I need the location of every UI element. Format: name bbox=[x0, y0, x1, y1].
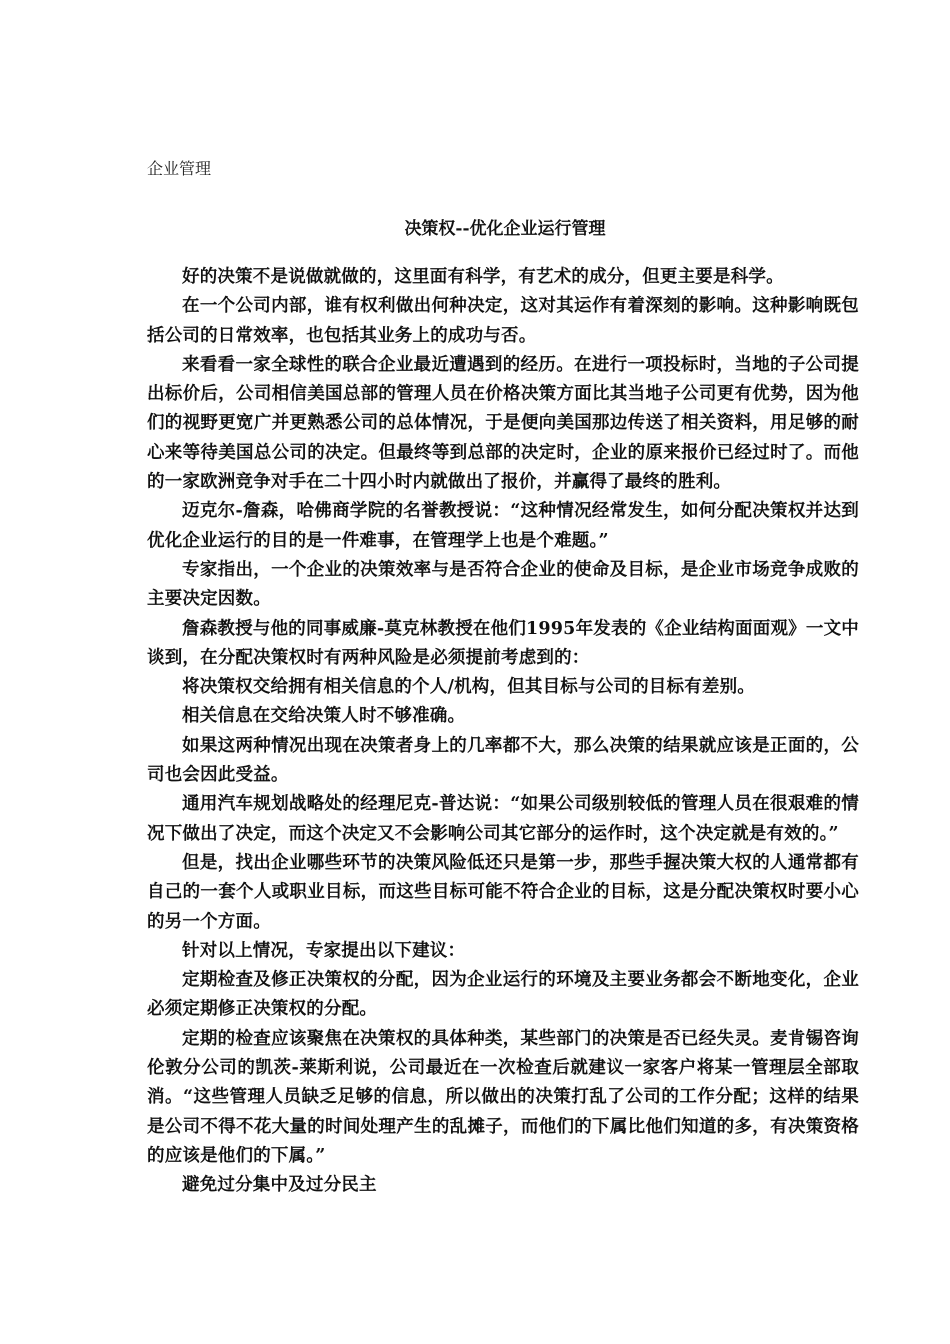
paragraph: 相关信息在交给决策人时不够准确。 bbox=[182, 706, 466, 727]
paragraph: 好的决策不是说做就做的，这里面有科学，有艺术的成分，但更主要是科学。 bbox=[182, 267, 784, 287]
document-body bbox=[147, 263, 859, 1201]
document-title: 决策权--优化企业运行管理 bbox=[404, 219, 606, 239]
paragraph: 来看看一家全球性的联合企业最近遭遇到的经历。在进行一项投标时，当地的子公司提出标价后，公司相信美国总部的管理人员在价格决策方面比其当地子公司更有优势，因为他们的视野更宽广并更熟悉公司的总体情况，于是便向美国那边传送了相关资料，用足够的耐心来等待美国总公司的决定。但最终等到总部的决定时，企业的原来报价已经过时了。而他的一家欧洲竞争对手在二十四小时内就做出了报价，并赢得了最终的胜利。 bbox=[147, 354, 859, 493]
paragraph: 但是，找出企业哪些环节的决策风险低还只是第一步，那些手握决策大权的人通常都有自己的一套个人或职业目标，而这些目标可能不符合企业的目标，这是分配决策权时要小心的另一个方面。 bbox=[147, 852, 859, 932]
paragraph: 专家指出，一个企业的决策效率与是否符合企业的使命及目标，是企业市场竞争成败的主要决定因数。 bbox=[147, 559, 859, 610]
paragraph: 定期的检查应该聚焦在决策权的具体种类，某些部门的决策是否已经失灵。麦肯锡咨询伦敦分公司的凯茨-莱斯利说，公司最近在一次检查后就建议一家客户将某一管理层全部取消。“这些管理人员缺乏足够的信息，所以做出的决策打乱了公司的工作分配；这样的结果是公司不得不花大量的时间处理产生的乱摊子，而他们的下属比他们知道的多，有决策资格的应该是他们的下属。” bbox=[147, 1028, 859, 1166]
paragraph: 将决策权交给拥有相关信息的个人/机构，但其目标与公司的目标有差别。 bbox=[182, 677, 755, 698]
category-label: 企业管理 bbox=[147, 159, 212, 178]
paragraph: 如果这两种情况出现在决策者身上的几率都不大，那么决策的结果就应该是正面的，公司也会因此受益。 bbox=[147, 735, 859, 786]
paragraph: 詹森教授与他的同事威廉-莫克林教授在他们1995年发表的《企业结构面面观》一文中谈到，在分配决策权时有两种风险是必须提前考虑到的： bbox=[147, 618, 859, 668]
paragraph: 针对以上情况，专家提出以下建议： bbox=[182, 940, 466, 961]
paragraph: 避免过分集中及过分民主 bbox=[182, 1175, 377, 1196]
paragraph: 定期检查及修正决策权的分配，因为企业运行的环境及主要业务都会不断地变化，企业必须定期修正决策权的分配。 bbox=[147, 970, 859, 1020]
paragraph: 迈克尔-詹森，哈佛商学院的名誉教授说：“这种情况经常发生，如何分配决策权并达到优化企业运行的目的是一件难事，在管理学上也是个难题。” bbox=[147, 501, 859, 551]
paragraph: 通用汽车规划战略处的经理尼克-普达说：“如果公司级别较低的管理人员在很艰难的情况下做出了决定，而这个决定又不会影响公司其它部分的运作时，这个决定就是有效的。” bbox=[147, 794, 859, 844]
paragraph: 在一个公司内部，谁有权利做出何种决定，这对其运作有着深刻的影响。这种影响既包括公司的日常效率，也包括其业务上的成功与否。 bbox=[147, 296, 859, 346]
